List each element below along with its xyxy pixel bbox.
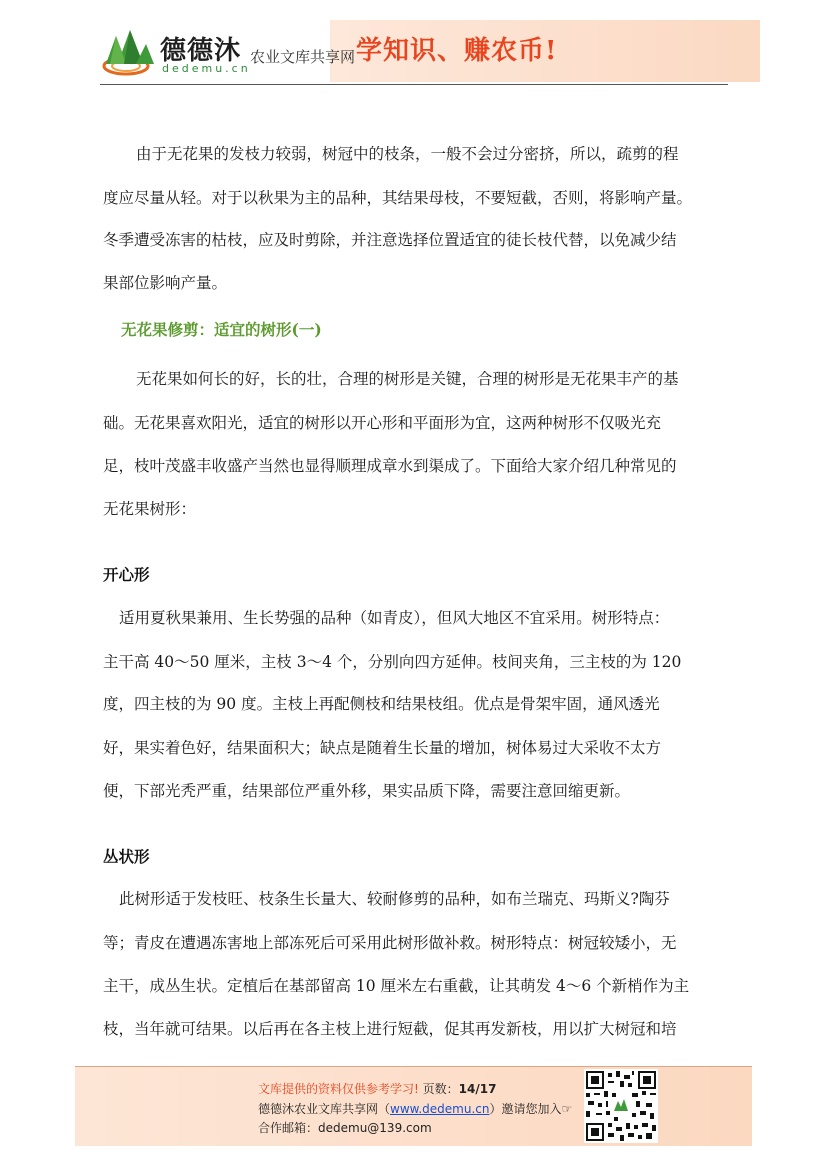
paragraph-line: 好，果实着色好，结果面积大；缺点是随着生长量的增加，树体易过大采收不太方 <box>103 739 662 757</box>
section-heading: 无花果修剪：适宜的树形(一) <box>121 320 322 339</box>
page-header <box>0 0 827 90</box>
paragraph-line: 足，枝叶茂盛丰收盛产当然也显得顺理成章水到渠成了。下面给大家介绍几种常见的 <box>103 457 677 475</box>
paragraph-line: 础。无花果喜欢阳光，适宜的树形以开心形和平面形为宜，这两种树形不仅吸光充 <box>103 414 662 432</box>
footer-site-line <box>258 1100 572 1117</box>
subsection-heading: 开心形 <box>103 565 150 584</box>
paragraph-line: 此树形适于发枝旺、枝条生长量大、较耐修剪的品种，如布兰瑞克、玛斯义?陶芬 <box>119 890 670 908</box>
paragraph-line: 枝，当年就可结果。以后再在各主枝上进行短截，促其再发新枝，用以扩大树冠和培 <box>103 1020 677 1038</box>
footer-notice-line <box>258 1080 496 1097</box>
page-count: 14/17 <box>458 1082 497 1096</box>
footer-site-prefix: 德德沐农业文库共享网（ <box>258 1102 391 1116</box>
logo-text: 德德沐 <box>160 36 242 66</box>
site-link[interactable]: www.dedemu.cn <box>390 1102 490 1116</box>
paragraph-line: 主干高 40～50 厘米，主枝 3～4 个，分别向四方延伸。枝间夹角，三主枝的为 120 <box>103 653 682 671</box>
slogan: 学知识、赚农币! <box>356 36 558 66</box>
footer-site-suffix: ）邀请您加入☞ <box>489 1102 573 1116</box>
logo-domain: dedemu.cn <box>162 62 251 75</box>
dedemu-logo-icon <box>100 26 158 78</box>
page-count-label: 页数： <box>422 1082 459 1096</box>
paragraph-line: 无花果树形： <box>103 500 197 518</box>
paragraph-line: 冬季遭受冻害的枯枝，应及时剪除，并注意选择位置适宜的徒长枝代替，以免减少结 <box>103 231 677 249</box>
site-name: 农业文库共享网 <box>250 48 356 66</box>
paragraph-line: 主干，成丛生状。定植后在基部留高 10 厘米左右重截，让其萌发 4～6 个新梢作为主 <box>103 977 690 995</box>
header-divider <box>100 84 728 85</box>
paragraph-line: 度应尽量从轻。对于以秋果为主的品种，其结果母枝，不要短截，否则，将影响产量。 <box>103 189 693 207</box>
footer-email: 合作邮箱：dedemu@139.com <box>258 1121 432 1135</box>
qr-code-icon <box>584 1069 658 1143</box>
paragraph-line: 度，四主枝的为 90 度。主枝上再配侧枝和结果枝组。优点是骨架牢固，通风透光 <box>103 695 660 713</box>
footer-notice: 文库提供的资料仅供参考学习! <box>258 1082 419 1096</box>
paragraph-line: 无花果如何长的好，长的壮，合理的树形是关键，合理的树形是无花果丰产的基 <box>136 370 679 388</box>
subsection-heading: 丛状形 <box>103 847 150 866</box>
paragraph-line: 适用夏秋果兼用、生长势强的品种（如青皮），但风大地区不宜采用。树形特点： <box>119 609 670 627</box>
paragraph-line: 便，下部光秃严重，结果部位严重外移，果实品质下降，需要注意回缩更新。 <box>103 782 631 800</box>
paragraph-line: 等；青皮在遭遇冻害地上部冻死后可采用此树形做补救。树形特点：树冠较矮小，无 <box>103 934 677 952</box>
footer-divider <box>75 1066 752 1067</box>
paragraph-line: 由于无花果的发枝力较弱，树冠中的枝条，一般不会过分密挤，所以，疏剪的程 <box>136 145 679 163</box>
paragraph-line: 果部位影响产量。 <box>103 274 228 292</box>
